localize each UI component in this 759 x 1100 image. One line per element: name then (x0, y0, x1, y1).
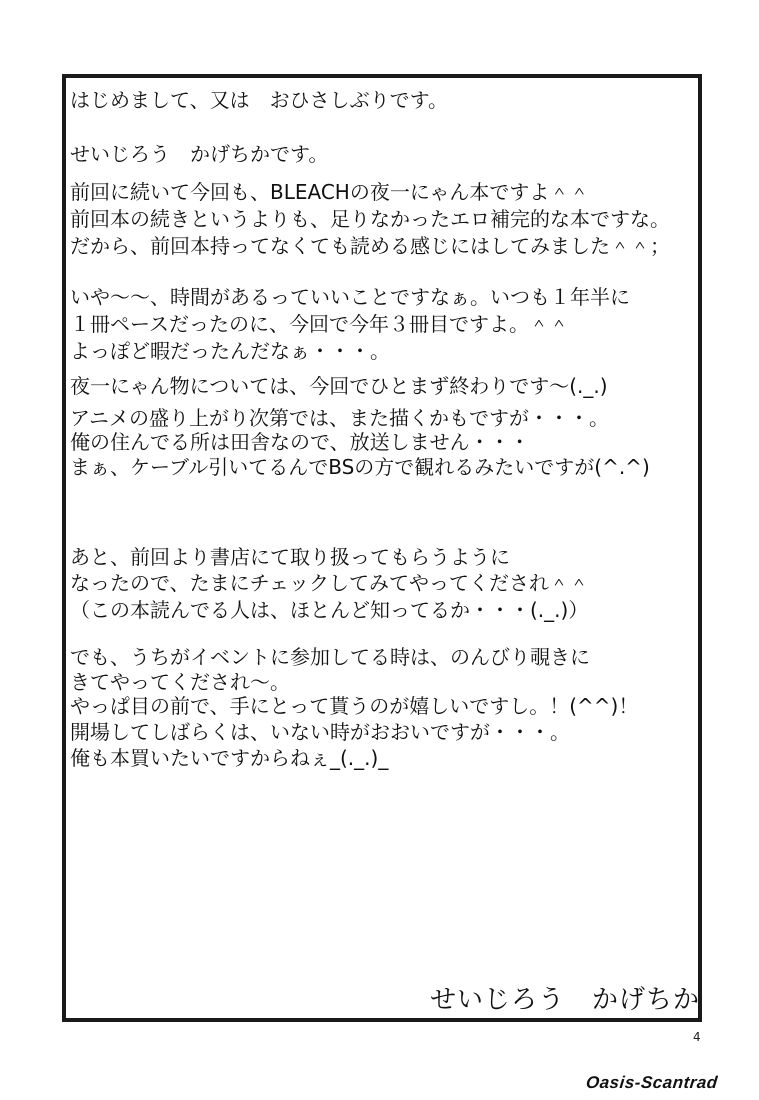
text-line: 前回に続いて今回も、BLEACHの夜一にゃん本ですよ＾＾ (70, 180, 590, 204)
text-line: アニメの盛り上がり次第では、また描くかもですが・・・。 (70, 406, 609, 430)
text-line: だから、前回本持ってなくても読める感じにはしてみました＾＾； (70, 234, 670, 258)
text-line: まぁ、ケーブル引いてるんでBSの方で観れるみたいですが(^.^) (70, 455, 650, 479)
text-line: 俺の住んでる所は田舎なので、放送しません・・・ (70, 430, 530, 454)
text-line: でも、うちがイベントに参加してる時は、のんびり覗きに (70, 645, 590, 669)
text-line: やっぱ目の前で、手にとって貰うのが嬉しいですし。！(^^)！ (70, 694, 639, 718)
text-line: １冊ペースだったのに、今回で今年３冊目ですよ。＾＾ (70, 312, 569, 336)
author-signature: せいじろう かげちか (430, 985, 701, 1015)
text-line: きてやってくだされ～。 (70, 670, 290, 694)
text-line: いや～～、時間があるっていいことですなぁ。いつも１年半に (70, 285, 630, 309)
scanlation-watermark: Oasis-Scantrad (585, 1073, 719, 1092)
text-line: あと、前回より書店にて取り扱ってもらうように (70, 545, 510, 569)
text-line: はじめまして、又は おひさしぶりです。 (70, 88, 448, 112)
text-line: （この本読んでる人は、ほとんど知ってるか・・・(._.)） (70, 598, 589, 622)
text-line: 前回本の続きというよりも、足りなかったエロ補完的な本ですな。 (70, 207, 670, 231)
text-line: よっぽど暇だったんだなぁ・・・。 (70, 339, 390, 363)
text-line: 俺も本買いたいですからねぇ_(._.)_ (70, 746, 389, 770)
page-number: 4 (693, 1030, 701, 1044)
text-line: なったので、たまにチェックしてみてやってくだされ＾＾ (70, 571, 589, 595)
text-line: せいじろう かげちかです。 (70, 142, 329, 166)
text-line: 開場してしばらくは、いない時がおおいですが・・・。 (70, 720, 570, 744)
text-line: 夜一にゃん物については、今回でひとまず終わりです～(._.) (70, 374, 608, 398)
